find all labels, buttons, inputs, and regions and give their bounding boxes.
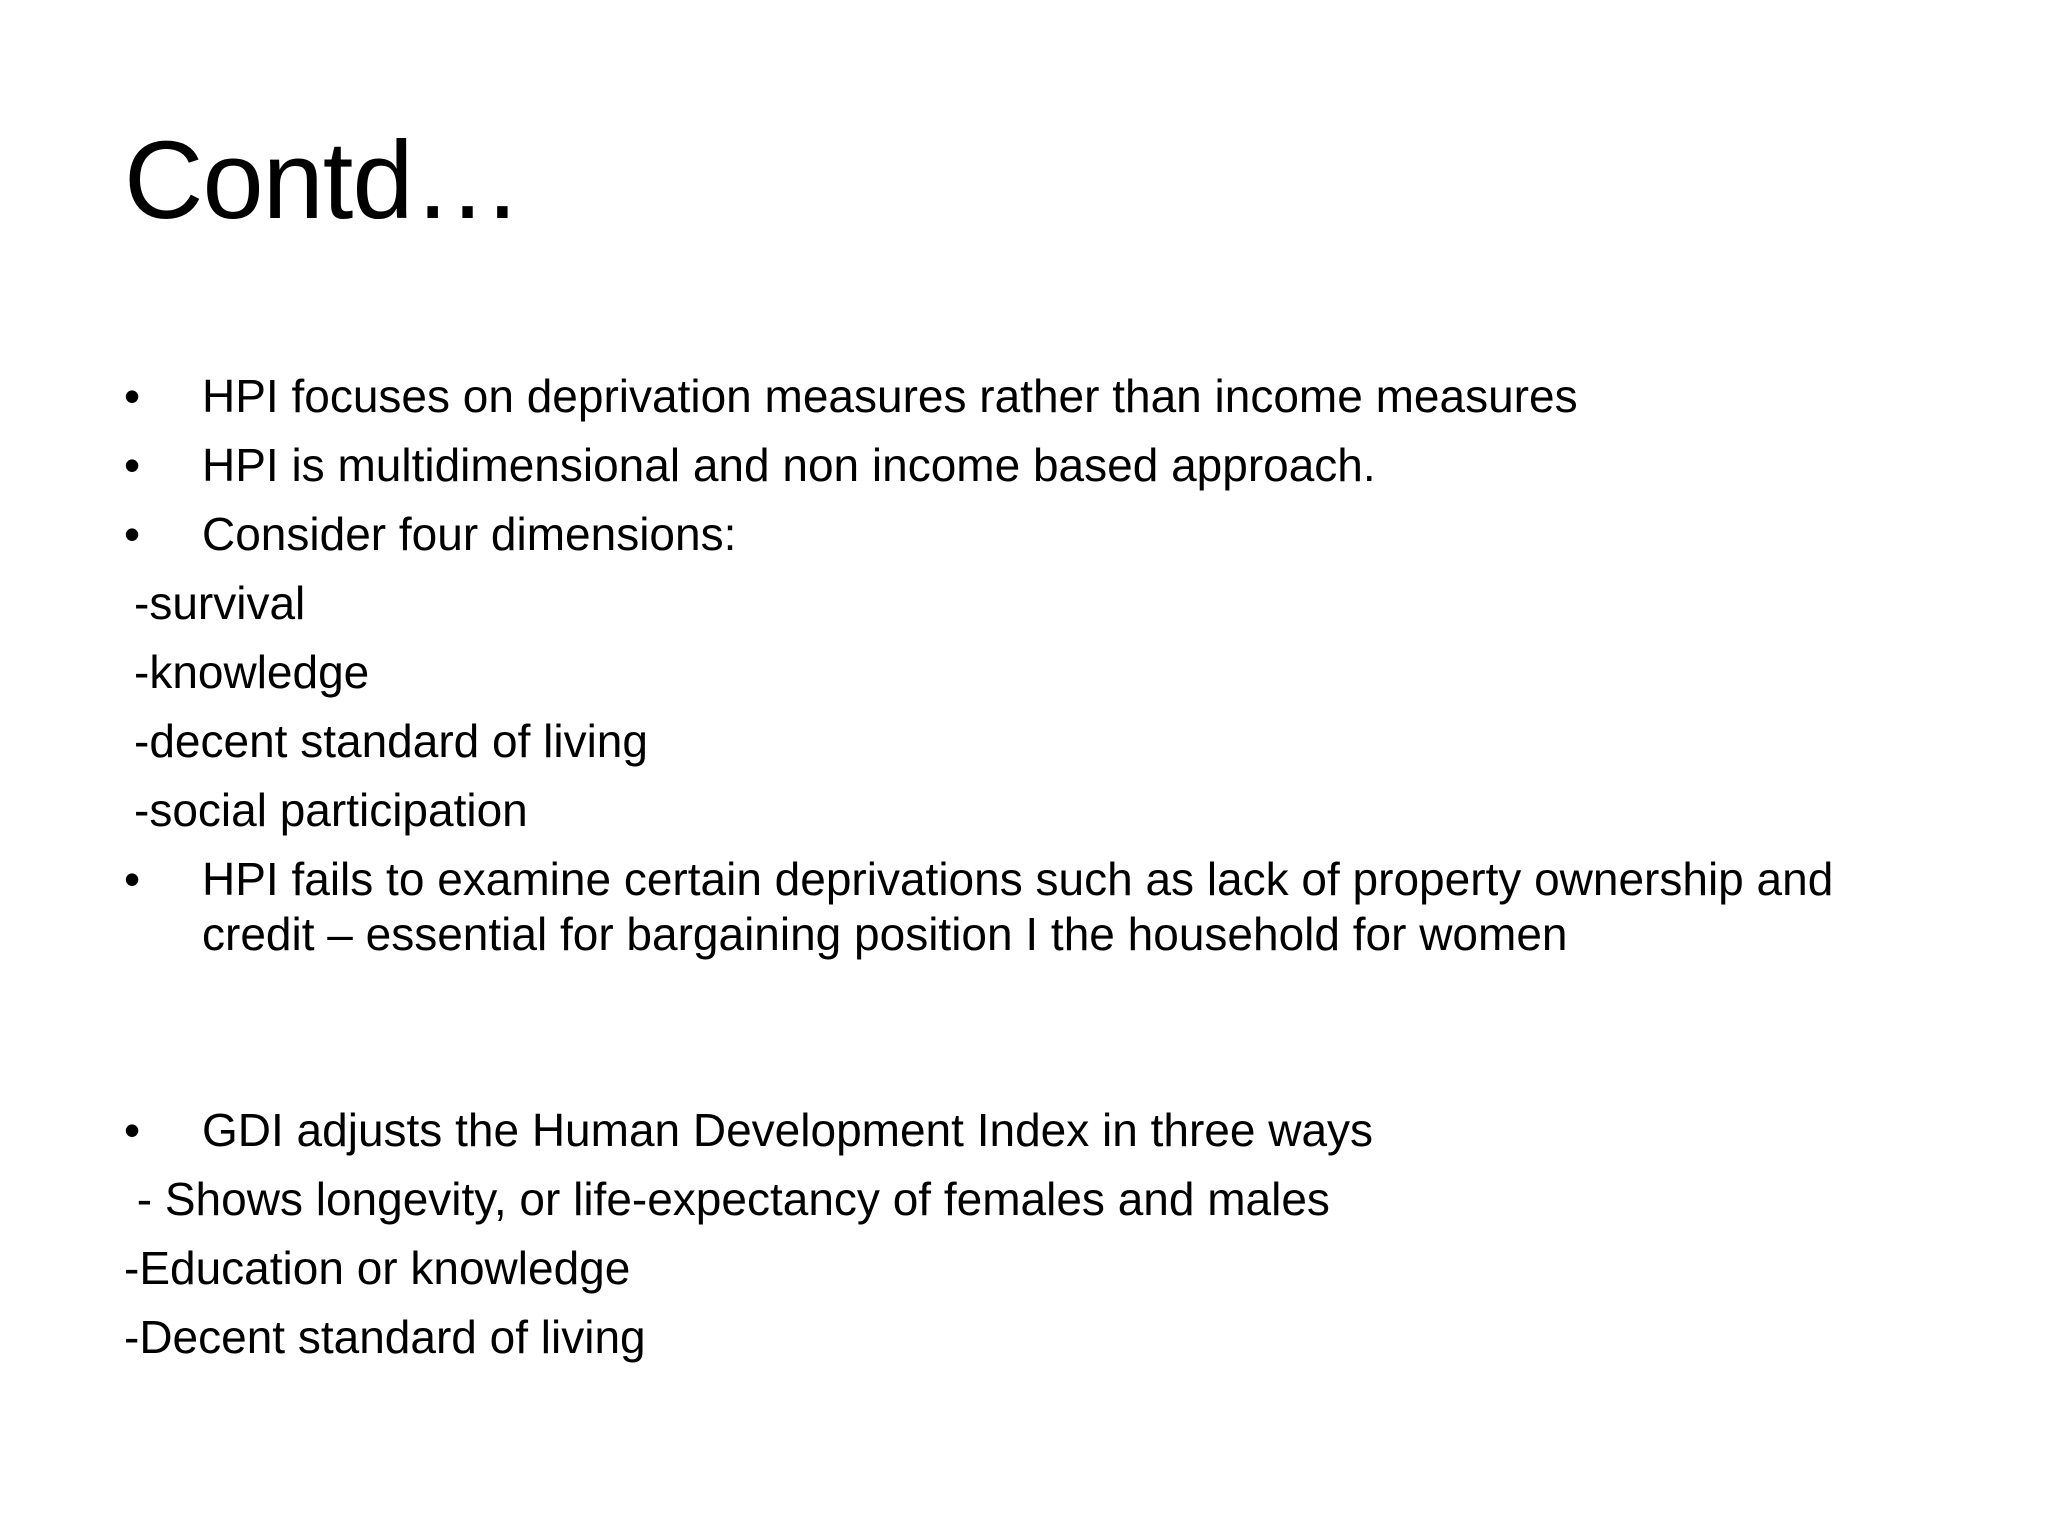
dimension-item: -knowledge: [134, 646, 370, 698]
dimension-item: -decent standard of living: [134, 715, 648, 767]
bullet-icon: •: [124, 853, 141, 905]
gdi-way-item: -Education or knowledge: [124, 1242, 631, 1294]
slide-title: Contd…: [124, 119, 522, 242]
bullet-text-hpi-fails: HPI fails to examine certain deprivations such as lack of property ownership and credit – essential for bargaining position I the household for women: [202, 853, 1834, 960]
bullet-icon: •: [124, 370, 141, 422]
bullet-icon: •: [124, 508, 141, 560]
bullet-text-hpi-multidimensional: HPI is multidimensional and non income based approach.: [202, 439, 1376, 491]
bullet-text-gdi: GDI adjusts the Human Development Index in three ways: [202, 1104, 1374, 1156]
dimension-item: -social participation: [134, 784, 528, 836]
bullet-text-four-dimensions: Consider four dimensions:: [202, 508, 737, 560]
gdi-way-item: -Decent standard of living: [124, 1311, 646, 1363]
bullet-icon: •: [124, 439, 141, 491]
bullet-text-hpi-focus: HPI focuses on deprivation measures rather than income measures: [202, 370, 1578, 422]
gdi-way-item: - Shows longevity, or life-expectancy of females and males: [124, 1173, 1330, 1225]
dimension-item: -survival: [134, 577, 306, 629]
bullet-icon: •: [124, 1104, 141, 1156]
